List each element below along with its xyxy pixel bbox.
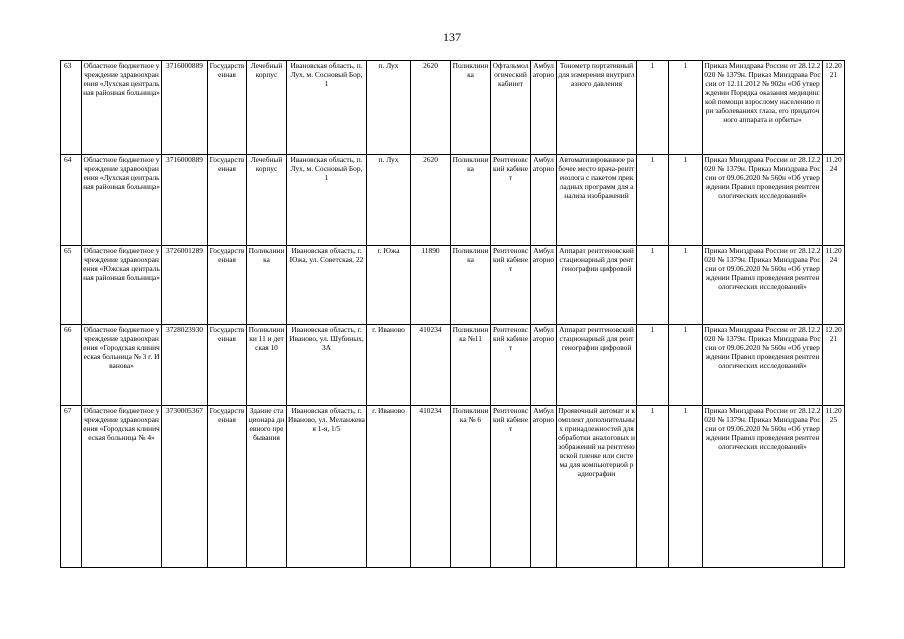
building-address: Ивановская область, п. Лух, м. Сосновый Бор, 1 <box>287 61 367 155</box>
room: Рентгеновский кабинет <box>491 406 531 568</box>
equipment-name: Аппарат рентгеновский стационарный для рентгенографии цифровой <box>557 325 637 406</box>
table-row <box>61 406 845 568</box>
room: Рентгеновский кабинет <box>491 246 531 325</box>
locality: п. Лух <box>367 155 411 246</box>
legal-basis: Приказ Минздрава России от 28.12.2020 № 1379н. Приказ Минздрава России от 09.06.2020 № 560н «Об утверждении Правил проведения рентгенологических исследований» <box>703 246 823 325</box>
quantity-required: 1 <box>637 406 669 568</box>
quantity-required: 1 <box>637 155 669 246</box>
department: Поликлиника <box>451 246 491 325</box>
department: Поликлиника <box>451 61 491 155</box>
building-name: Лечебный корпус <box>247 155 287 246</box>
row-number: 67 <box>61 406 82 568</box>
care-conditions: Амбулаторно <box>531 61 557 155</box>
equipment-registry-table <box>60 60 845 568</box>
department: Поликлиника <box>451 155 491 246</box>
room: Рентгеновский кабинет <box>491 325 531 406</box>
organization-inn: 3726001289 <box>162 246 208 325</box>
table-row <box>61 325 845 406</box>
organization-inn: 3728023930 <box>162 325 208 406</box>
equipment-name: Тонометр портативный для измерения внутриглазного давления <box>557 61 637 155</box>
equipment-name: Аппарат рентгеновский стационарный для рентгенографии цифровой <box>557 246 637 325</box>
quantity-present: 1 <box>669 246 703 325</box>
department: Поликлиника № 6 <box>451 406 491 568</box>
quantity-present: 1 <box>669 406 703 568</box>
delivery-date: 11.2025 <box>823 406 845 568</box>
building-address: Ивановская область, г. Иваново, ул. Шубиных, 3А <box>287 325 367 406</box>
department: Поликлиника №11 <box>451 325 491 406</box>
care-conditions: Амбулаторно <box>531 325 557 406</box>
building-name: Лечебный корпус <box>247 61 287 155</box>
delivery-date: 12.2021 <box>823 61 845 155</box>
legal-basis: Приказ Минздрава России от 28.12.2020 № 1379н. Приказ Минздрава России от 12.11.2012 № 902н «Об утверждении Порядка оказания медицинской помощи взрослому населению при заболеваниях глаза, его придаточного аппарата и орбиты» <box>703 61 823 155</box>
organization-name: Областное бюджетное учреждение здравоохранения «Лухская центральная районная больница» <box>82 61 162 155</box>
locality: г. Южа <box>367 246 411 325</box>
building-name: Поликлиники 11 и детская 10 <box>247 325 287 406</box>
delivery-date: 12.2021 <box>823 325 845 406</box>
building-name: Поликлиника <box>247 246 287 325</box>
ownership-form: Государственная <box>208 325 247 406</box>
row-number: 66 <box>61 325 82 406</box>
row-number: 63 <box>61 61 82 155</box>
legal-basis: Приказ Минздрава России от 28.12.2020 № 1379н. Приказ Минздрава России от 09.06.2020 № 560н «Об утверждении Правил проведения рентгенологических исследований» <box>703 406 823 568</box>
organization-name: Областное бюджетное учреждение здравоохранения «Городская клиническая больница № 3 г. Иванова» <box>82 325 162 406</box>
building-address: Ивановская область, г. Южа, ул. Советская, 22 <box>287 246 367 325</box>
ownership-form: Государственная <box>208 61 247 155</box>
room: Рентгеновский кабинет <box>491 155 531 246</box>
ownership-form: Государственная <box>208 246 247 325</box>
locality-code: 410234 <box>411 406 451 568</box>
locality-code: 2620 <box>411 61 451 155</box>
quantity-required: 1 <box>637 246 669 325</box>
delivery-date: 11.2024 <box>823 155 845 246</box>
locality: г. Иваново <box>367 325 411 406</box>
table-row <box>61 155 845 246</box>
table-row <box>61 61 845 155</box>
page-number: 137 <box>443 30 461 44</box>
care-conditions: Амбулаторно <box>531 406 557 568</box>
organization-inn: 3716000889 <box>162 155 208 246</box>
locality-code: 2620 <box>411 155 451 246</box>
organization-name: Областное бюджетное учреждение здравоохранения «Городская клиническая больница № 4» <box>82 406 162 568</box>
quantity-required: 1 <box>637 61 669 155</box>
quantity-present: 1 <box>669 155 703 246</box>
ownership-form: Государственная <box>208 406 247 568</box>
equipment-name: Проявочный автомат и комплект дополнительных принадлежностей для обработки аналоговых изображений на рентгеновской пленке или система для компьютерной радиографии <box>557 406 637 568</box>
row-number: 65 <box>61 246 82 325</box>
organization-name: Областное бюджетное учреждение здравоохранения «Лухская центральная районная больница» <box>82 155 162 246</box>
quantity-present: 1 <box>669 325 703 406</box>
organization-inn: 3716000889 <box>162 61 208 155</box>
row-number: 64 <box>61 155 82 246</box>
legal-basis: Приказ Минздрава России от 28.12.2020 № 1379н. Приказ Минздрава России от 09.06.2020 № 560н «Об утверждении Правил проведения рентгенологических исследований» <box>703 325 823 406</box>
delivery-date: 11.2024 <box>823 246 845 325</box>
room: Офтальмологический кабинет <box>491 61 531 155</box>
building-name: Здание стационара дневного пребывания <box>247 406 287 568</box>
locality: г. Иваново <box>367 406 411 568</box>
locality-code: 410234 <box>411 325 451 406</box>
locality: п. Лух <box>367 61 411 155</box>
equipment-name: Автоматизированное рабочее место врача-рентгенолога с пакетом прикладных программ для анализа изображений <box>557 155 637 246</box>
ownership-form: Государственная <box>208 155 247 246</box>
organization-inn: 3730005367 <box>162 406 208 568</box>
building-address: Ивановская область, г. Иваново, ул. Меланжевая 1-я, 1/5 <box>287 406 367 568</box>
care-conditions: Амбулаторно <box>531 246 557 325</box>
care-conditions: Амбулаторно <box>531 155 557 246</box>
quantity-required: 1 <box>637 325 669 406</box>
locality-code: 11890 <box>411 246 451 325</box>
building-address: Ивановская область, п. Лух, м. Сосновый Бор, 1 <box>287 155 367 246</box>
quantity-present: 1 <box>669 61 703 155</box>
organization-name: Областное бюджетное учреждение здравоохранения «Южская центральная районная больница» <box>82 246 162 325</box>
legal-basis: Приказ Минздрава России от 28.12.2020 № 1379н. Приказ Минздрава России от 09.06.2020 № 560н «Об утверждении Правил проведения рентгенологических исследований» <box>703 155 823 246</box>
table-row <box>61 246 845 325</box>
